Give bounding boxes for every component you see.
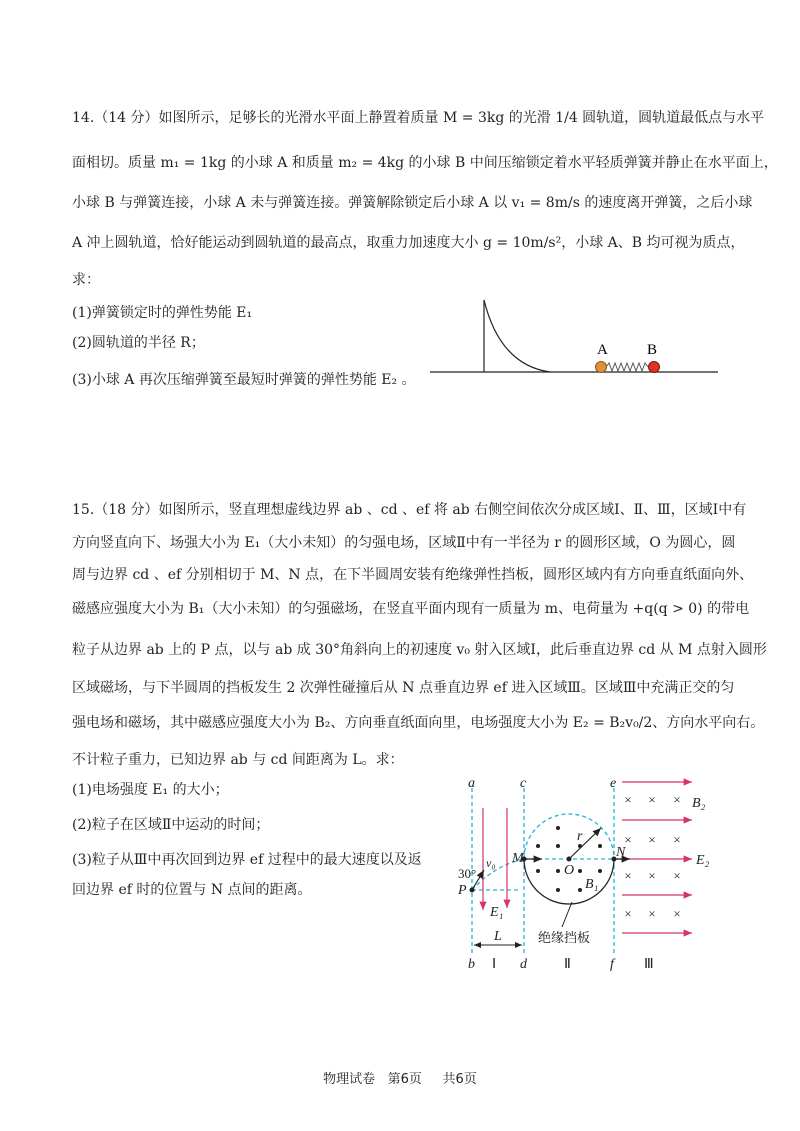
label-v0: v₀	[486, 856, 496, 870]
q14-line-1: 14.（14 分）如图所示，足够长的光滑水平面上静置着质量 M = 3kg 的光滑 1/4 圆轨道，圆轨道最低点与水平	[72, 110, 765, 126]
page-footer	[0, 1068, 800, 1087]
q15-question-3a: (3)粒子从Ⅲ中再次回到边界 ef 过程中的最大速度以及返	[72, 852, 422, 868]
label-plate: 绝缘挡板	[538, 930, 591, 945]
q15-line-4: 磁感应强度大小为 B₁（大小未知）的匀强磁场，在竖直平面内现有一质量为 m、电荷量为 +q(q > 0) 的带电	[72, 601, 750, 617]
label-region-1: Ⅰ	[492, 957, 497, 972]
ball-b	[649, 362, 660, 373]
q15-line-1: 15.（18 分）如图所示，竖直理想虚线边界 ab 、cd 、ef 将 ab 右侧空间依次分成区域Ⅰ、Ⅱ、Ⅲ，区域Ⅰ中有	[72, 502, 747, 518]
label-n: N	[616, 845, 626, 860]
svg-text:×: ×	[624, 792, 632, 807]
q15-line-6: 区域磁场，与下半圆周的挡板发生 2 次弹性碰撞后从 N 点垂直边界 ef 进入区域Ⅲ。区域Ⅲ中充满正交的匀	[72, 680, 735, 696]
label-d: d	[520, 957, 527, 972]
q14-question-3: (3)小球 A 再次压缩弹簧至最短时弹簧的弹性势能 E₂ 。	[72, 372, 416, 388]
q15-line-7: 强电场和磁场，其中磁感应强度大小为 B₂、方向垂直纸面向里，电场强度大小为 E₂ = B₂v₀/2、方向水平向右。	[72, 715, 765, 731]
label-b: b	[468, 957, 475, 972]
svg-text:×: ×	[648, 906, 656, 921]
q15-question-2: (2)粒子在区域Ⅱ中运动的时间；	[72, 817, 270, 833]
svg-text:×: ×	[624, 906, 632, 921]
label-o: O	[564, 863, 575, 878]
q14-figure	[425, 290, 725, 385]
label-region-2: Ⅱ	[564, 957, 571, 972]
q14-line-2: 面相切。质量 m₁ = 1kg 的小球 A 和质量 m₂ = 4kg 的小球 B 中间压缩锁定着水平轻质弹簧并静止在水平面上，	[72, 155, 778, 171]
label-c: c	[520, 776, 527, 791]
q15-figure	[440, 770, 740, 980]
svg-text:×: ×	[673, 906, 681, 921]
q14-line-4: A 冲上圆轨道，恰好能运动到圆轨道的最高点，取重力加速度大小 g = 10m/s²，小球 A、B 均可视为质点，	[72, 235, 745, 251]
label-e1: E₁	[490, 905, 504, 920]
label-r: r	[577, 829, 583, 844]
svg-text:×: ×	[624, 868, 632, 883]
label-l: L	[494, 929, 502, 944]
footer-subject: 物理试卷	[323, 1072, 376, 1087]
q15-question-1: (1)电场强度 E₁ 的大小；	[72, 782, 229, 798]
q15-line-8: 不计粒子重力，已知边界 ab 与 cd 间距离为 L。求：	[72, 752, 404, 768]
label-f: f	[610, 957, 614, 972]
label-m: M	[512, 851, 524, 866]
label-b2: B₂	[692, 796, 706, 811]
label-a: a	[468, 776, 475, 791]
label-a: A	[597, 342, 608, 358]
svg-text:×: ×	[673, 832, 681, 847]
q15-line-2: 方向竖直向下、场强大小为 E₁（大小未知）的匀强电场，区域Ⅱ中有一半径为 r 的圆形区域，O 为圆心，圆	[72, 535, 736, 551]
label-p: P	[458, 883, 467, 898]
q14-question-2: (2)圆轨道的半径 R；	[72, 335, 205, 351]
svg-text:×: ×	[648, 868, 656, 883]
footer-page: 第6页	[387, 1072, 422, 1087]
svg-text:×: ×	[648, 832, 656, 847]
ball-a	[596, 362, 607, 373]
svg-text:×: ×	[673, 868, 681, 883]
footer-total: 共6页	[442, 1072, 477, 1087]
q14-line-3: 小球 B 与弹簧连接，小球 A 未与弹簧连接。弹簧解除锁定后小球 A 以 v₁ = 8m/s 的速度离开弹簧，之后小球	[72, 195, 753, 211]
svg-text:×: ×	[673, 792, 681, 807]
q15-question-3b: 回边界 ef 时的位置与 N 点间的距离。	[72, 882, 312, 898]
q15-line-3: 周与边界 cd 、ef 分别相切于 M、N 点，在下半圆周安装有绝缘弹性挡板，圆形区域内有方向垂直纸面向外、	[72, 567, 754, 583]
q15-line-5: 粒子从边界 ab 上的 P 点，以与 ab 成 30°角斜向上的初速度 v₀ 射入区域Ⅰ，此后垂直边界 cd 从 M 点射入圆形	[72, 642, 767, 658]
q14-line-5: 求：	[72, 272, 100, 288]
label-angle: 30°	[458, 866, 477, 881]
svg-text:×: ×	[648, 792, 656, 807]
label-e2: E₂	[696, 853, 710, 868]
label-region-3: Ⅲ	[644, 957, 654, 972]
q14-question-1: (1)弹簧锁定时的弹性势能 E₁	[72, 305, 253, 321]
label-e: e	[610, 776, 617, 791]
svg-text:×: ×	[624, 832, 632, 847]
label-b1: B₁	[585, 877, 599, 892]
label-b: B	[647, 342, 658, 358]
